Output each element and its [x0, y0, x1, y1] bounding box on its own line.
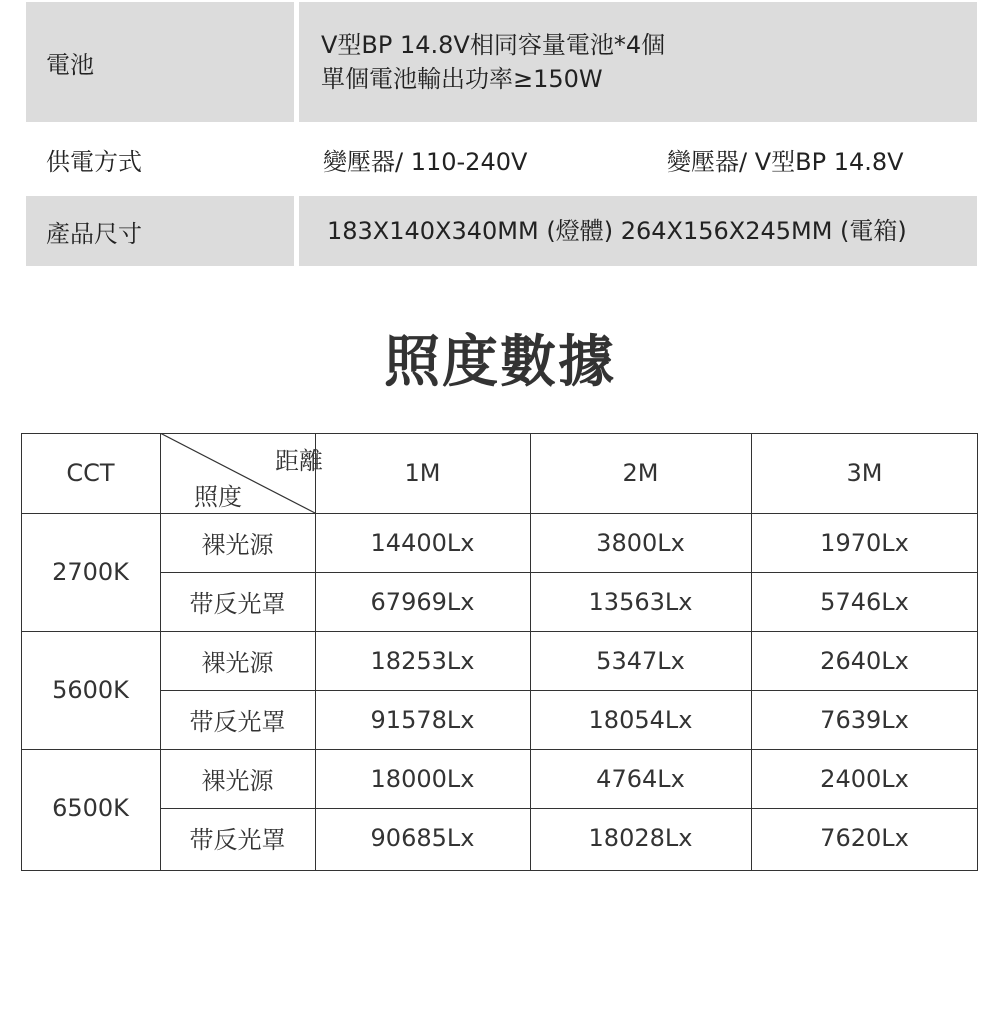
power-label: 供電方式: [46, 147, 142, 176]
light-type-label: 裸光源: [201, 767, 274, 795]
distance-header-2m: 2M: [622, 459, 659, 487]
power-value: [299, 126, 977, 192]
lux-value: 18000Lx: [370, 764, 475, 793]
cct-value: 6500K: [52, 794, 129, 822]
distance-header-3m: 3M: [846, 459, 883, 487]
lux-value: 90685Lx: [370, 823, 475, 852]
lux-value: 13563Lx: [588, 587, 693, 616]
cct-value: 2700K: [52, 558, 129, 586]
lux-value: 5347Lx: [596, 646, 685, 675]
lux-value: 18253Lx: [370, 646, 475, 675]
lux-value: 14400Lx: [370, 528, 475, 557]
distance-header-1m: 1M: [404, 459, 441, 487]
light-type-label: 裸光源: [201, 531, 274, 559]
battery-line-1: V型BP 14.8V相同容量電池*4個: [321, 31, 666, 59]
illuminance-header: 照度: [194, 483, 242, 511]
cct-header: CCT: [66, 459, 115, 487]
lux-value: 7639Lx: [820, 705, 909, 734]
light-type-label: 裸光源: [201, 649, 274, 677]
size-value: [299, 196, 977, 266]
lux-value: 5746Lx: [820, 587, 909, 616]
lux-value: 18054Lx: [588, 705, 693, 734]
lux-value: 91578Lx: [370, 705, 475, 734]
battery-line-2: 單個電池輸出功率≥150W: [321, 65, 603, 93]
power-option-battery: 變壓器/ V型BP 14.8V: [667, 147, 904, 176]
light-type-label: 带反光罩: [189, 826, 286, 854]
lux-value: 4764Lx: [596, 764, 685, 793]
lux-value: 67969Lx: [370, 587, 475, 616]
battery-label: 電池: [26, 2, 294, 122]
lux-value: 3800Lx: [596, 528, 685, 557]
power-option-transformer: 變壓器/ 110-240V: [323, 147, 528, 176]
lux-value: 2640Lx: [820, 646, 909, 675]
distance-header: 距離: [275, 447, 323, 475]
page-title: 照度數據: [384, 330, 616, 395]
lux-value: 18028Lx: [588, 823, 693, 852]
size-label: 產品尺寸: [26, 196, 294, 266]
battery-value: [299, 2, 977, 122]
size-text: 183X140X340MM (燈體) 264X156X245MM (電箱): [327, 217, 907, 245]
light-type-label: 带反光罩: [189, 590, 286, 618]
cct-value: 5600K: [52, 676, 129, 704]
illuminance-table: [21, 433, 978, 871]
lux-value: 7620Lx: [820, 823, 909, 852]
lux-value: 1970Lx: [820, 528, 909, 557]
table-border-bottom: [21, 870, 978, 871]
light-type-label: 带反光罩: [189, 708, 286, 736]
lux-value: 2400Lx: [820, 764, 909, 793]
